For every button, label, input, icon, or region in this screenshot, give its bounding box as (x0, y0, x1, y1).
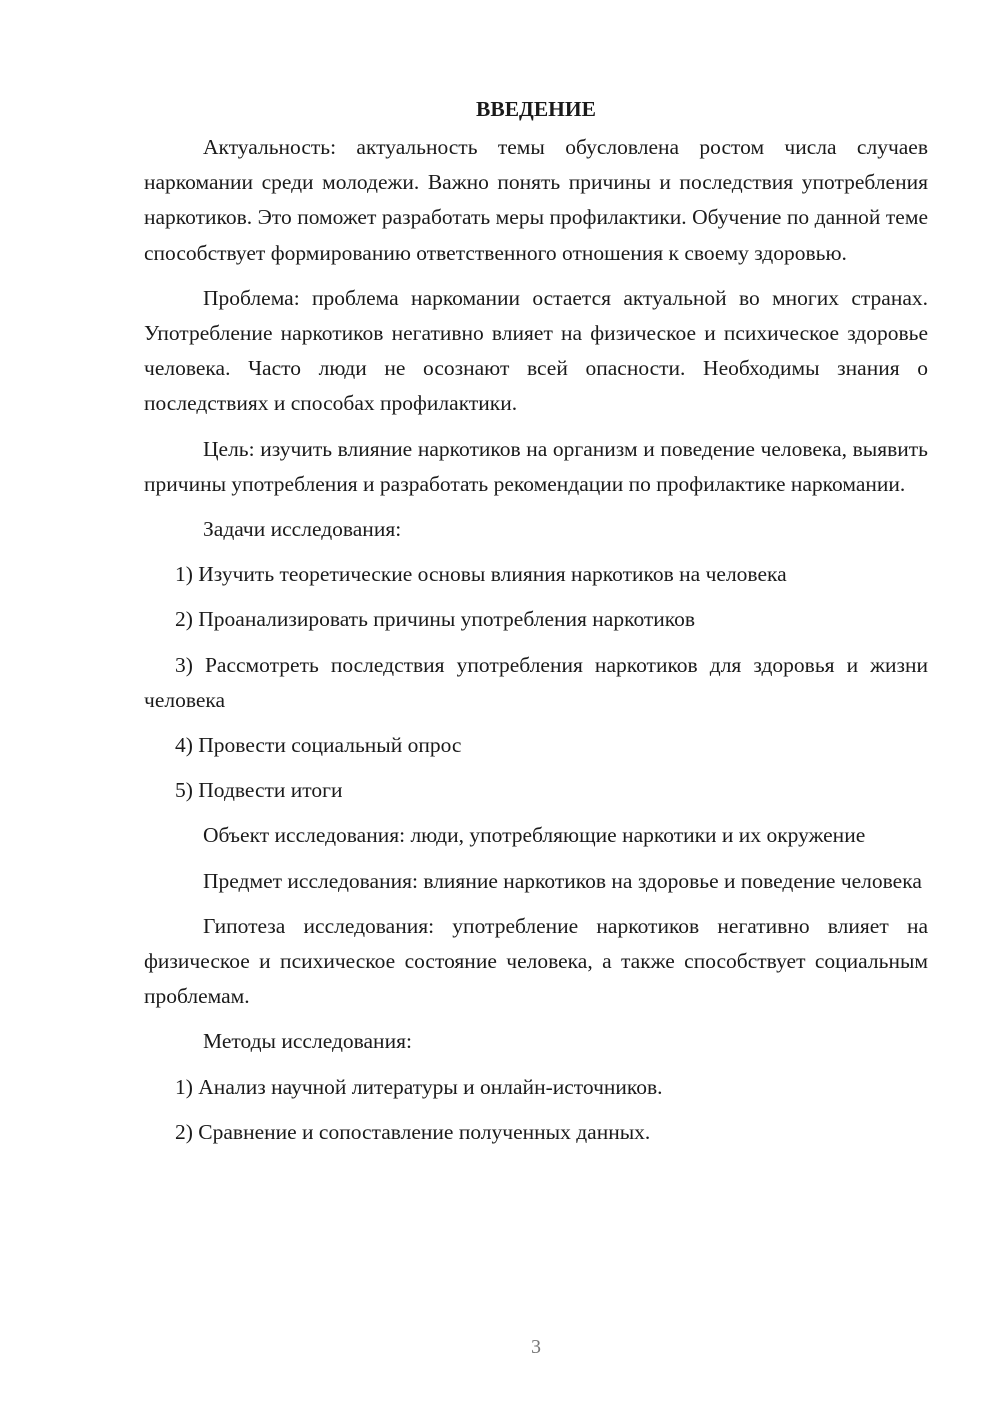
goal-paragraph: Цель: изучить влияние наркотиков на организм и поведение человека, выявить причины употребления и разработать рекомендации по профилактике наркомании. (144, 436, 928, 496)
page-number: 3 (531, 1336, 541, 1358)
task-item: 3) Рассмотреть последствия употребления наркотиков для здоровья и жизни человека (144, 652, 928, 712)
hypothesis-paragraph: Гипотеза исследования: употребление наркотиков негативно влияет на физическое и психическое состояние человека, а также способствует социальным проблемам. (144, 913, 928, 1009)
subject-paragraph: Предмет исследования: влияние наркотиков на здоровье и поведение человека (203, 868, 922, 893)
task-item: 4) Провести социальный опрос (175, 733, 462, 758)
methods-heading: Методы исследования: (203, 1029, 412, 1054)
task-item: 5) Подвести итоги (175, 778, 343, 803)
relevance-paragraph: Актуальность: актуальность темы обусловлена ростом числа случаев наркомании среди молодежи. Важно понять причины и последствия употребления наркотиков. Это поможет разработать меры профилактики. Обучение по данной теме способствует формированию ответственного отношения к своему здоровью. (144, 135, 928, 265)
document-body (144, 92, 928, 1160)
page-title: ВВЕДЕНИЕ (476, 97, 596, 121)
task-item: 1) Изучить теоретические основы влияния наркотиков на человека (175, 562, 787, 587)
method-item: 1) Анализ научной литературы и онлайн-источников. (175, 1074, 663, 1099)
tasks-heading: Задачи исследования: (203, 517, 402, 542)
task-item: 2) Проанализировать причины употребления наркотиков (175, 607, 696, 632)
problem-paragraph: Проблема: проблема наркомании остается актуальной во многих странах. Употребление наркотиков негативно влияет на физическое и психическое здоровье человека. Часто люди не осознают всей опасности. Необходимы знания о последствиях и способах профилактики. (144, 285, 928, 416)
method-item: 2) Сравнение и сопоставление полученных данных. (175, 1119, 651, 1144)
object-paragraph: Объект исследования: люди, употребляющие наркотики и их окружение (203, 823, 866, 848)
